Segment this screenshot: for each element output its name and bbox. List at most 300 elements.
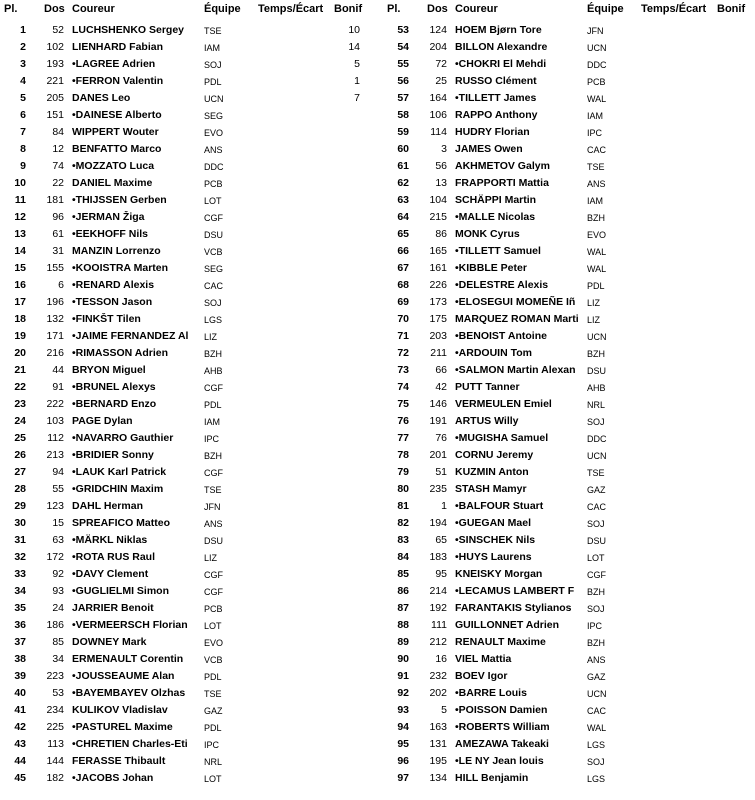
- cell-team: DSU: [587, 366, 607, 376]
- table-row: [383, 226, 753, 243]
- cell-team: UCN: [204, 94, 224, 104]
- cell-team: CAC: [204, 281, 224, 291]
- cell-rider-name: •RENARD Alexis: [72, 279, 155, 291]
- cell-rider-name: •DAVY Clement: [72, 568, 149, 580]
- cell-team: PDL: [204, 672, 222, 682]
- cell-dos: 66: [435, 364, 447, 376]
- cell-pl: 60: [397, 143, 409, 155]
- cell-team: BZH: [587, 638, 605, 648]
- cell-rider-name: LUCHSHENKO Sergey: [72, 24, 185, 36]
- table-row: [0, 22, 370, 39]
- cell-rider-name: FRAPPORTI Mattia: [455, 177, 549, 189]
- table-row: [383, 73, 753, 90]
- cell-dos: 1: [441, 500, 447, 512]
- cell-rider-name: •GUGLIELMI Simon: [72, 585, 170, 597]
- results-table-left: [0, 0, 370, 787]
- cell-rider-name: CORNU Jeremy: [455, 449, 534, 461]
- cell-pl: 76: [397, 415, 409, 427]
- cell-dos: 106: [429, 109, 447, 121]
- cell-pl: 31: [14, 534, 26, 546]
- cell-team: BZH: [204, 349, 222, 359]
- cell-dos: 193: [46, 58, 64, 70]
- cell-dos: 132: [46, 313, 64, 325]
- cell-dos: 103: [46, 415, 64, 427]
- cell-pl: 59: [397, 126, 409, 138]
- cell-pl: 34: [14, 585, 26, 597]
- table-row: [0, 107, 370, 124]
- cell-rider-name: JAMES Owen: [455, 143, 523, 155]
- cell-bonif: 7: [354, 92, 360, 104]
- cell-pl: 28: [14, 483, 26, 495]
- table-row: [0, 260, 370, 277]
- cell-dos: 61: [52, 228, 64, 240]
- cell-rider-name: BOEV Igor: [455, 670, 508, 682]
- cell-pl: 87: [397, 602, 409, 614]
- table-row: [383, 702, 753, 719]
- cell-dos: 183: [429, 551, 447, 563]
- cell-team: PDL: [587, 281, 605, 291]
- cell-rider-name: •POISSON Damien: [455, 704, 548, 716]
- cell-rider-name: VERMEULEN Emiel: [455, 398, 552, 410]
- cell-dos: 42: [435, 381, 447, 393]
- cell-rider-name: •ROTA RUS Raul: [72, 551, 156, 563]
- table-header: [0, 0, 370, 22]
- cell-rider-name: DAHL Herman: [72, 500, 143, 512]
- cell-pl: 62: [397, 177, 409, 189]
- cell-rider-name: AMEZAWA Takeaki: [455, 738, 549, 750]
- cell-team: IPC: [587, 621, 603, 631]
- table-row: [383, 532, 753, 549]
- cell-pl: 82: [397, 517, 409, 529]
- cell-team: TSE: [587, 162, 605, 172]
- header-equipe: Équipe: [587, 3, 624, 15]
- cell-pl: 32: [14, 551, 26, 563]
- cell-dos: 22: [52, 177, 64, 189]
- cell-pl: 74: [397, 381, 409, 393]
- cell-pl: 18: [14, 313, 26, 325]
- cell-team: ANS: [204, 145, 223, 155]
- cell-dos: 225: [46, 721, 64, 733]
- cell-rider-name: STASH Mamyr: [455, 483, 527, 495]
- table-row: [0, 39, 370, 56]
- cell-pl: 12: [14, 211, 26, 223]
- cell-rider-name: RUSSO Clément: [455, 75, 537, 87]
- cell-bonif: 1: [354, 75, 360, 87]
- cell-pl: 55: [397, 58, 409, 70]
- cell-rider-name: •SALMON Martin Alexan: [455, 364, 576, 376]
- cell-pl: 3: [20, 58, 26, 70]
- header-bonif: Bonif: [717, 3, 746, 15]
- cell-pl: 40: [14, 687, 26, 699]
- cell-team: LIZ: [204, 553, 218, 563]
- header-bonif: Bonif: [334, 3, 363, 15]
- table-row: [0, 362, 370, 379]
- table-row: [383, 107, 753, 124]
- cell-team: BZH: [587, 349, 605, 359]
- cell-dos: 182: [46, 772, 64, 784]
- cell-dos: 222: [46, 398, 64, 410]
- table-row: [383, 481, 753, 498]
- cell-pl: 69: [397, 296, 409, 308]
- cell-dos: 84: [52, 126, 64, 138]
- table-row: [0, 90, 370, 107]
- cell-rider-name: •CHRETIEN Charles-Eti: [72, 738, 188, 750]
- cell-pl: 20: [14, 347, 26, 359]
- table-row: [0, 396, 370, 413]
- cell-dos: 113: [47, 738, 64, 750]
- cell-rider-name: DOWNEY Mark: [72, 636, 147, 648]
- cell-team: WAL: [587, 264, 607, 274]
- rows-right: [383, 22, 753, 787]
- cell-team: PDL: [204, 723, 222, 733]
- table-row: [383, 243, 753, 260]
- cell-team: CAC: [587, 706, 607, 716]
- table-row: [0, 209, 370, 226]
- table-row: [383, 260, 753, 277]
- cell-dos: 201: [429, 449, 447, 461]
- cell-pl: 71: [397, 330, 409, 342]
- table-row: [0, 158, 370, 175]
- cell-rider-name: FERASSE Thibault: [72, 755, 166, 767]
- cell-dos: 202: [429, 687, 447, 699]
- cell-dos: 172: [46, 551, 64, 563]
- table-row: [0, 73, 370, 90]
- table-row: [383, 753, 753, 770]
- table-row: [383, 277, 753, 294]
- cell-rider-name: •TILLETT James: [455, 92, 537, 104]
- cell-dos: 203: [429, 330, 447, 342]
- cell-pl: 92: [397, 687, 409, 699]
- cell-dos: 216: [46, 347, 64, 359]
- cell-dos: 204: [429, 41, 447, 53]
- cell-rider-name: •BALFOUR Stuart: [455, 500, 544, 512]
- cell-dos: 65: [435, 534, 447, 546]
- table-row: [0, 583, 370, 600]
- cell-rider-name: DANES Leo: [72, 92, 131, 104]
- cell-rider-name: •FERRON Valentin: [72, 75, 164, 87]
- cell-dos: 191: [429, 415, 447, 427]
- cell-dos: 214: [429, 585, 447, 597]
- cell-pl: 75: [397, 398, 409, 410]
- cell-dos: 94: [52, 466, 64, 478]
- cell-team: TSE: [204, 26, 222, 36]
- cell-rider-name: VIEL Mattia: [455, 653, 512, 665]
- cell-team: TSE: [204, 485, 222, 495]
- cell-rider-name: SCHÄPPI Martin: [455, 194, 537, 206]
- cell-pl: 56: [397, 75, 409, 87]
- cell-rider-name: PAGE Dylan: [72, 415, 133, 427]
- cell-team: UCN: [587, 332, 607, 342]
- cell-rider-name: FARANTAKIS Stylianos: [455, 602, 572, 614]
- cell-team: CGF: [204, 468, 223, 478]
- cell-dos: 211: [430, 347, 447, 359]
- cell-bonif: 14: [348, 41, 360, 53]
- cell-dos: 31: [52, 245, 64, 257]
- table-row: [383, 668, 753, 685]
- cell-dos: 221: [46, 75, 64, 87]
- cell-dos: 52: [52, 24, 64, 36]
- cell-dos: 44: [52, 364, 64, 376]
- cell-pl: 35: [14, 602, 26, 614]
- cell-rider-name: •PASTUREL Maxime: [72, 721, 173, 733]
- cell-rider-name: •DAINESE Alberto: [72, 109, 162, 121]
- table-row: [383, 362, 753, 379]
- table-row: [0, 124, 370, 141]
- cell-bonif: 5: [354, 58, 360, 70]
- cell-pl: 33: [14, 568, 26, 580]
- cell-dos: 72: [435, 58, 447, 70]
- cell-dos: 76: [435, 432, 447, 444]
- cell-team: JFN: [587, 26, 604, 36]
- cell-pl: 8: [20, 143, 26, 155]
- cell-team: IAM: [204, 417, 221, 427]
- cell-team: SOJ: [587, 519, 605, 529]
- cell-rider-name: AKHMETOV Galym: [455, 160, 550, 172]
- cell-team: LOT: [587, 553, 605, 563]
- cell-dos: 124: [429, 24, 447, 36]
- cell-dos: 173: [429, 296, 447, 308]
- cell-dos: 56: [435, 160, 447, 172]
- cell-dos: 226: [429, 279, 447, 291]
- cell-rider-name: KUZMIN Anton: [455, 466, 529, 478]
- table-row: [0, 311, 370, 328]
- cell-rider-name: •LAUK Karl Patrick: [72, 466, 167, 478]
- table-row: [383, 379, 753, 396]
- table-row: [383, 39, 753, 56]
- cell-pl: 96: [397, 755, 409, 767]
- cell-pl: 26: [14, 449, 26, 461]
- cell-rider-name: •ROBERTS William: [455, 721, 550, 733]
- cell-pl: 72: [397, 347, 409, 359]
- cell-team: IPC: [204, 434, 220, 444]
- header-pl: Pl.: [387, 3, 401, 15]
- table-row: [383, 90, 753, 107]
- table-row: [383, 617, 753, 634]
- cell-pl: 84: [397, 551, 409, 563]
- cell-pl: 58: [397, 109, 409, 121]
- cell-team: DDC: [204, 162, 224, 172]
- cell-rider-name: HILL Benjamin: [455, 772, 529, 784]
- cell-team: PCB: [587, 77, 606, 87]
- table-row: [383, 685, 753, 702]
- cell-dos: 91: [52, 381, 64, 393]
- cell-rider-name: •VERMEERSCH Florian: [72, 619, 188, 631]
- table-row: [0, 719, 370, 736]
- cell-dos: 13: [435, 177, 447, 189]
- cell-team: GAZ: [204, 706, 223, 716]
- cell-rider-name: •JAIME FERNANDEZ Al: [72, 330, 189, 342]
- cell-dos: 223: [46, 670, 64, 682]
- cell-team: NRL: [204, 757, 223, 767]
- cell-rider-name: RENAULT Maxime: [455, 636, 546, 648]
- cell-rider-name: •TILLETT Samuel: [455, 245, 541, 257]
- cell-team: IAM: [587, 111, 604, 121]
- cell-dos: 151: [46, 109, 64, 121]
- header-coureur: Coureur: [72, 3, 115, 15]
- table-row: [383, 447, 753, 464]
- cell-rider-name: •MUGISHA Samuel: [455, 432, 549, 444]
- cell-team: LGS: [587, 774, 606, 784]
- cell-rider-name: •BRIDIER Sonny: [72, 449, 154, 461]
- table-row: [383, 345, 753, 362]
- cell-team: AHB: [587, 383, 606, 393]
- cell-team: IAM: [587, 196, 604, 206]
- cell-dos: 93: [52, 585, 64, 597]
- cell-dos: 131: [429, 738, 447, 750]
- cell-rider-name: ERMENAULT Corentin: [72, 653, 184, 665]
- cell-dos: 205: [46, 92, 64, 104]
- cell-rider-name: •NAVARRO Gauthier: [72, 432, 174, 444]
- cell-pl: 42: [14, 721, 26, 733]
- cell-team: CAC: [587, 502, 607, 512]
- table-row: [0, 294, 370, 311]
- cell-rider-name: •JACOBS Johan: [72, 772, 154, 784]
- table-row: [0, 753, 370, 770]
- cell-dos: 235: [429, 483, 447, 495]
- cell-pl: 38: [14, 653, 26, 665]
- table-row: [0, 141, 370, 158]
- cell-team: PCB: [204, 604, 223, 614]
- table-row: [383, 464, 753, 481]
- table-row: [383, 634, 753, 651]
- table-row: [0, 447, 370, 464]
- cell-dos: 111: [431, 619, 447, 631]
- table-row: [383, 396, 753, 413]
- table-row: [0, 243, 370, 260]
- cell-pl: 53: [397, 24, 409, 36]
- cell-rider-name: •DELESTRE Alexis: [455, 279, 549, 291]
- table-row: [0, 345, 370, 362]
- cell-dos: 16: [435, 653, 447, 665]
- cell-rider-name: •BENOIST Antoine: [455, 330, 547, 342]
- table-row: [0, 481, 370, 498]
- cell-pl: 95: [397, 738, 409, 750]
- cell-rider-name: LIENHARD Fabian: [72, 41, 164, 53]
- cell-team: BZH: [204, 451, 222, 461]
- cell-pl: 81: [397, 500, 409, 512]
- cell-team: SOJ: [587, 417, 605, 427]
- cell-team: LIZ: [587, 298, 601, 308]
- cell-rider-name: BILLON Alexandre: [455, 41, 548, 53]
- cell-dos: 186: [46, 619, 64, 631]
- cell-pl: 77: [397, 432, 409, 444]
- table-row: [383, 651, 753, 668]
- cell-rider-name: •CHOKRI El Mehdi: [455, 58, 547, 70]
- header-coureur: Coureur: [455, 3, 498, 15]
- cell-rider-name: MONK Cyrus: [455, 228, 520, 240]
- cell-rider-name: •RIMASSON Adrien: [72, 347, 169, 359]
- cell-team: AHB: [204, 366, 223, 376]
- cell-pl: 70: [397, 313, 409, 325]
- cell-team: WAL: [587, 247, 607, 257]
- cell-rider-name: SPREAFICO Matteo: [72, 517, 171, 529]
- cell-rider-name: •KIBBLE Peter: [455, 262, 527, 274]
- table-row: [383, 192, 753, 209]
- table-row: [383, 770, 753, 787]
- cell-dos: 134: [429, 772, 447, 784]
- cell-team: VCB: [204, 655, 223, 665]
- cell-team: PDL: [204, 400, 222, 410]
- cell-dos: 194: [429, 517, 447, 529]
- cell-rider-name: •MALLE Nicolas: [455, 211, 536, 223]
- cell-dos: 146: [429, 398, 447, 410]
- table-row: [0, 634, 370, 651]
- cell-team: CGF: [204, 383, 223, 393]
- header-dos: Dos: [427, 3, 448, 15]
- cell-pl: 5: [20, 92, 26, 104]
- cell-rider-name: •BERNARD Enzo: [72, 398, 157, 410]
- table-row: [0, 668, 370, 685]
- cell-team: WAL: [587, 723, 607, 733]
- cell-team: SOJ: [204, 298, 222, 308]
- cell-rider-name: •THIJSSEN Gerben: [72, 194, 167, 206]
- cell-rider-name: JARRIER Benoit: [72, 602, 154, 614]
- cell-pl: 83: [397, 534, 409, 546]
- cell-pl: 11: [14, 194, 26, 206]
- table-row: [0, 277, 370, 294]
- header-pl: Pl.: [4, 3, 18, 15]
- cell-dos: 161: [429, 262, 447, 274]
- cell-pl: 68: [397, 279, 409, 291]
- cell-team: IAM: [204, 43, 221, 53]
- table-row: [383, 600, 753, 617]
- cell-team: DSU: [204, 230, 224, 240]
- cell-dos: 171: [46, 330, 64, 342]
- table-row: [383, 141, 753, 158]
- results-table-right: [383, 0, 753, 787]
- cell-pl: 23: [14, 398, 26, 410]
- cell-team: CGF: [204, 213, 223, 223]
- cell-dos: 63: [52, 534, 64, 546]
- cell-pl: 6: [20, 109, 26, 121]
- cell-pl: 63: [397, 194, 409, 206]
- cell-dos: 144: [46, 755, 64, 767]
- cell-dos: 74: [52, 160, 64, 172]
- cell-dos: 6: [58, 279, 64, 291]
- cell-dos: 181: [46, 194, 64, 206]
- cell-dos: 34: [52, 653, 64, 665]
- cell-pl: 19: [14, 330, 26, 342]
- cell-team: SEG: [204, 264, 224, 274]
- cell-pl: 85: [397, 568, 409, 580]
- cell-rider-name: •JERMAN Žiga: [72, 211, 145, 223]
- cell-pl: 4: [20, 75, 26, 87]
- table-row: [0, 515, 370, 532]
- cell-dos: 123: [46, 500, 64, 512]
- cell-pl: 61: [397, 160, 409, 172]
- cell-pl: 90: [397, 653, 409, 665]
- cell-dos: 165: [429, 245, 447, 257]
- table-row: [0, 600, 370, 617]
- cell-team: GAZ: [587, 485, 606, 495]
- table-row: [383, 328, 753, 345]
- table-row: [0, 770, 370, 787]
- cell-pl: 66: [397, 245, 409, 257]
- cell-rider-name: WIPPERT Wouter: [72, 126, 159, 138]
- cell-rider-name: •MÄRKL Niklas: [72, 534, 148, 546]
- cell-rider-name: KULIKOV Vladislav: [72, 704, 168, 716]
- cell-team: IPC: [587, 128, 603, 138]
- cell-team: CGF: [204, 587, 223, 597]
- table-row: [0, 532, 370, 549]
- header-temps: Temps/Écart: [641, 3, 707, 15]
- table-row: [383, 498, 753, 515]
- table-row: [0, 226, 370, 243]
- cell-rider-name: •LE NY Jean louis: [455, 755, 544, 767]
- cell-pl: 65: [397, 228, 409, 240]
- table-row: [0, 430, 370, 447]
- cell-rider-name: •LAGREE Adrien: [72, 58, 156, 70]
